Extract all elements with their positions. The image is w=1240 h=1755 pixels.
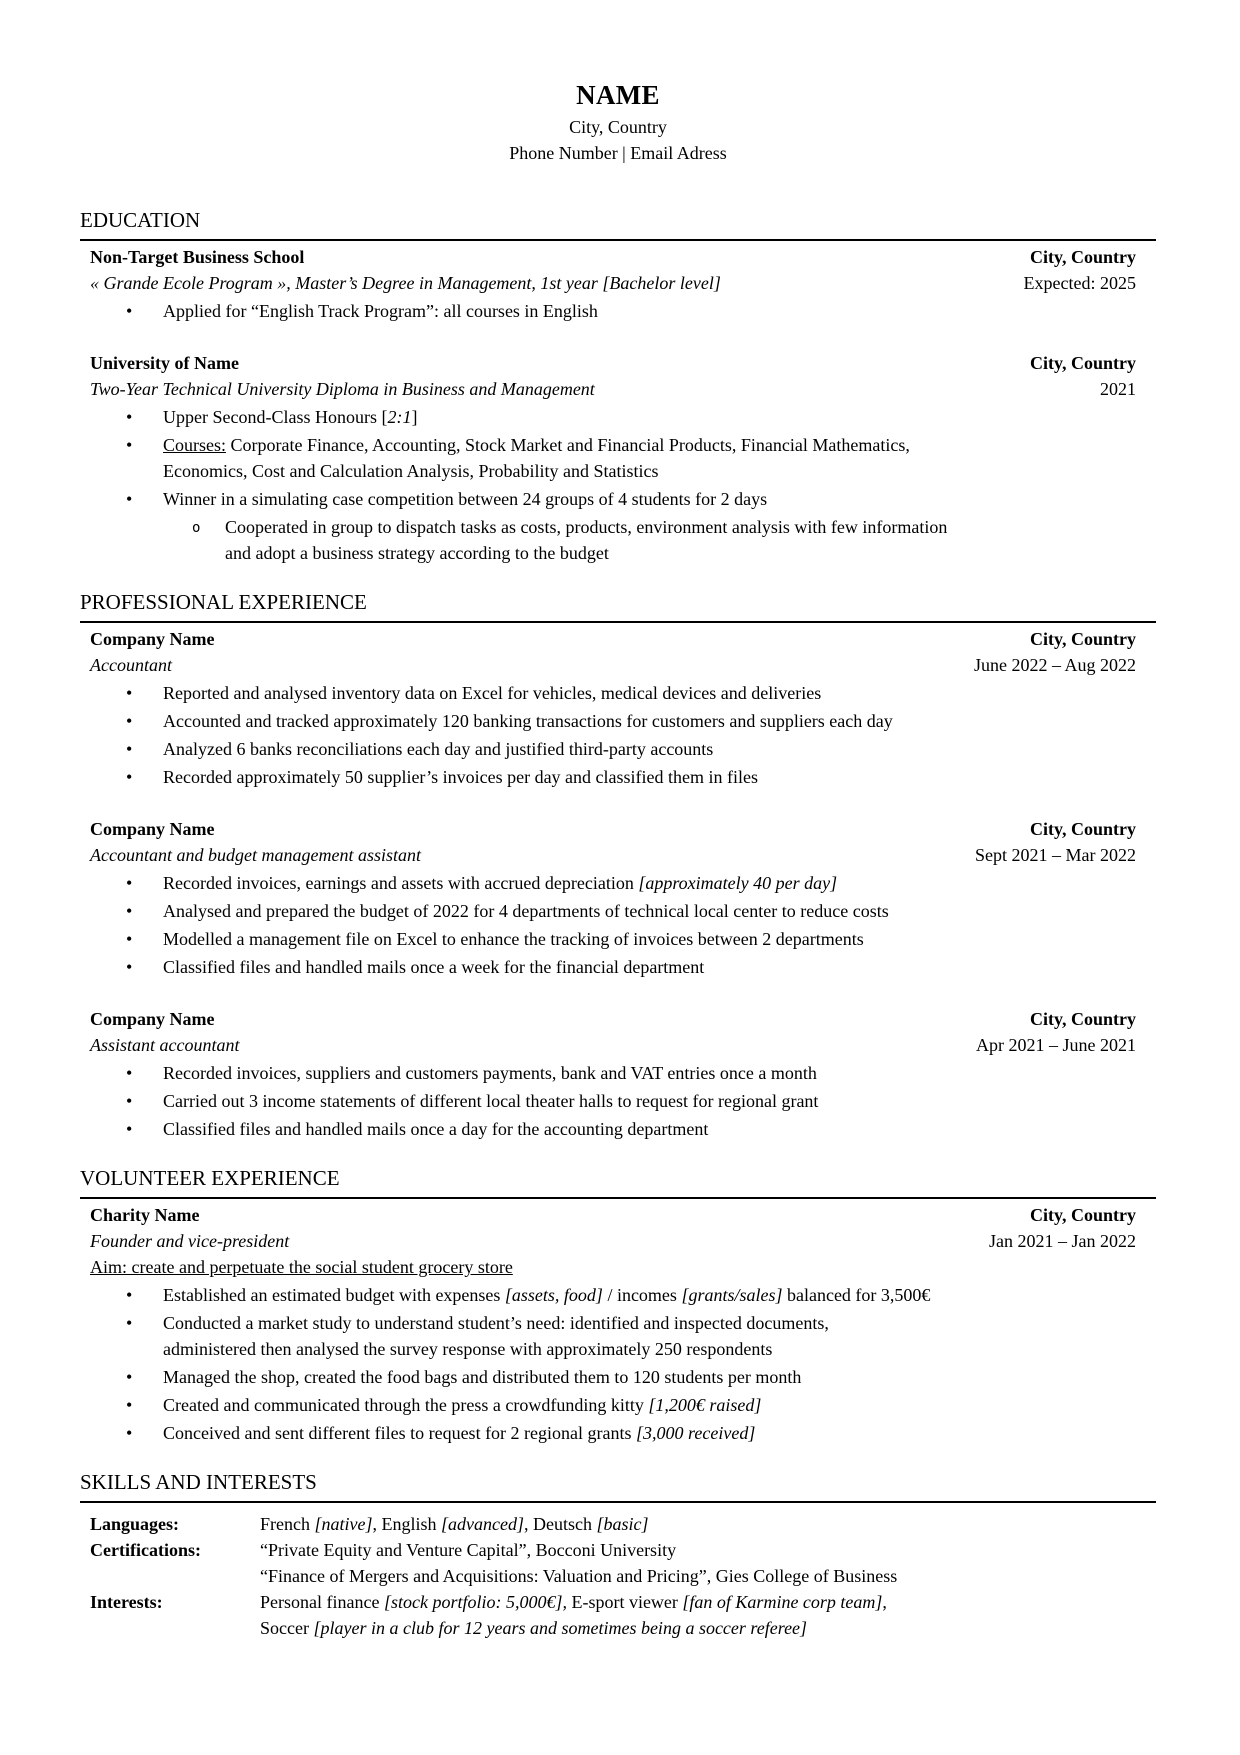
bullet-item: • Carried out 3 income statements of different local theater halls to request for regional grant — [163, 1088, 1136, 1114]
candidate-name: NAME — [576, 80, 660, 110]
school-location: City, Country — [1029, 247, 1136, 267]
skill-label: Interests: — [90, 1592, 163, 1612]
education-body — [80, 244, 1156, 566]
experience-entry-1 — [80, 626, 1156, 790]
bullet-list — [90, 680, 1136, 790]
graduation-date: 2021 — [1100, 379, 1136, 399]
section-volunteer-experience — [80, 1164, 1156, 1446]
sub-bullet-list — [163, 514, 1136, 566]
bullet-item: • Established an estimated budget with expenses [assets, food] / incomes [grants/sales] balanced for 3,500€ — [163, 1282, 1136, 1308]
experience-body — [80, 626, 1156, 1142]
school-name: Non-Target Business School — [90, 247, 305, 267]
skill-value: Personal finance [stock portfolio: 5,000€], E-sport viewer [fan of Karmine corp team], — [260, 1592, 887, 1612]
skill-label: Certifications: — [90, 1540, 201, 1560]
bullet-list — [90, 298, 1136, 324]
skill-row-certifications-2 — [90, 1563, 1136, 1589]
bullet-item: • Conceived and sent different files to request for 2 regional grants [3,000 received] — [163, 1420, 1136, 1446]
entry-title-row — [90, 816, 1136, 842]
bullet-list — [90, 870, 1136, 980]
date-range: Apr 2021 – June 2021 — [976, 1035, 1136, 1055]
bullet-item: • Analyzed 6 banks reconciliations each day and justified third-party accounts — [163, 736, 1136, 762]
bullet-item: • Recorded invoices, earnings and assets with accrued depreciation [approximately 40 per day] — [163, 870, 1136, 896]
bullet-list — [90, 404, 1136, 566]
entry-title-row — [90, 244, 1136, 270]
skills-body — [80, 1511, 1156, 1641]
skill-label: Languages: — [90, 1514, 180, 1534]
job-title: Assistant accountant — [90, 1035, 240, 1055]
skill-value: Soccer [player in a club for 12 years and sometimes being a soccer referee] — [260, 1618, 808, 1638]
volunteer-body — [80, 1202, 1156, 1446]
skill-row-interests-2 — [90, 1615, 1136, 1641]
bullet-item: • Reported and analysed inventory data on Excel for vehicles, medical devices and deliveries — [163, 680, 1136, 706]
entry-subtitle-row — [90, 842, 1136, 868]
job-title: Accountant and budget management assistant — [90, 845, 421, 865]
skills-heading: SKILLS AND INTERESTS — [80, 1468, 1156, 1503]
bullet-item: • Upper Second-Class Honours [2:1] — [163, 404, 1136, 430]
aim-line: Aim: create and perpetuate the social student grocery store — [90, 1257, 513, 1277]
entry-subtitle-row — [90, 652, 1136, 678]
skill-row-languages — [90, 1511, 1136, 1537]
education-entry-2 — [80, 350, 1156, 566]
company-location: City, Country — [1029, 819, 1136, 839]
section-professional-experience — [80, 588, 1156, 1142]
bullet-item: • Conducted a market study to understand student’s need: identified and inspected documents, administered then analysed the survey response with approximately 250 respondents — [163, 1310, 1136, 1362]
skill-label — [90, 1615, 260, 1641]
date-range: June 2022 – Aug 2022 — [974, 655, 1136, 675]
charity-location: City, Country — [1029, 1205, 1136, 1225]
degree-title: « Grande Ecole Program », Master’s Degree in Management, 1st year [Bachelor level] — [90, 273, 721, 293]
bullet-item: • Recorded approximately 50 supplier’s invoices per day and classified them in files — [163, 764, 1136, 790]
skill-value: “Private Equity and Venture Capital”, Bocconi University — [260, 1540, 677, 1560]
bullet-list — [90, 1282, 1136, 1446]
candidate-location: City, Country — [569, 117, 667, 137]
skill-value: “Finance of Mergers and Acquisitions: Valuation and Pricing”, Gies College of Business — [260, 1566, 898, 1586]
entry-subtitle-row — [90, 376, 1136, 402]
bullet-item: • Courses: Corporate Finance, Accounting, Stock Market and Financial Products, Financial Mathematics, Economics, Cost and Calculation Analysis, Probability and Statistics — [163, 432, 1136, 484]
company-name: Company Name — [90, 1009, 215, 1029]
bullet-item: • Classified files and handled mails once a week for the financial department — [163, 954, 1136, 980]
entry-subtitle-row — [90, 1032, 1136, 1058]
bullet-item: • Managed the shop, created the food bags and distributed them to 120 students per month — [163, 1364, 1136, 1390]
entry-subtitle-row — [90, 270, 1136, 296]
school-name: University of Name — [90, 353, 239, 373]
entry-title-row — [90, 350, 1136, 376]
bullet-item: • Applied for “English Track Program”: all courses in English — [163, 298, 1136, 324]
job-title: Accountant — [90, 655, 172, 675]
experience-entry-2 — [80, 816, 1156, 980]
entry-title-row — [90, 1202, 1136, 1228]
bullet-item: • Classified files and handled mails once a day for the accounting department — [163, 1116, 1136, 1142]
entry-title-row — [90, 626, 1136, 652]
education-heading: EDUCATION — [80, 206, 1156, 241]
degree-title: Two-Year Technical University Diploma in Business and Management — [90, 379, 595, 399]
company-location: City, Country — [1029, 1009, 1136, 1029]
education-entry-1 — [80, 244, 1156, 324]
bullet-item: • Modelled a management file on Excel to enhance the tracking of invoices between 2 departments — [163, 926, 1136, 952]
school-location: City, Country — [1029, 353, 1136, 373]
sub-bullet-item: o Cooperated in group to dispatch tasks as costs, products, environment analysis with few information and adopt a business strategy according to the budget — [225, 514, 1136, 566]
bullet-item: • Recorded invoices, suppliers and customers payments, bank and VAT entries once a month — [163, 1060, 1136, 1086]
skill-value: French [native], English [advanced], Deutsch [basic] — [260, 1514, 649, 1534]
company-name: Company Name — [90, 629, 215, 649]
skill-label — [90, 1563, 260, 1589]
experience-entry-3 — [80, 1006, 1156, 1142]
bullet-list — [90, 1060, 1136, 1142]
date-range: Jan 2021 – Jan 2022 — [989, 1231, 1136, 1251]
experience-heading: PROFESSIONAL EXPERIENCE — [80, 588, 1156, 623]
charity-name: Charity Name — [90, 1205, 200, 1225]
bullet-item — [163, 486, 1136, 566]
company-location: City, Country — [1029, 629, 1136, 649]
skill-row-certifications — [90, 1537, 1136, 1563]
bullet-item: • Created and communicated through the press a crowdfunding kitty [1,200€ raised] — [163, 1392, 1136, 1418]
volunteer-heading: VOLUNTEER EXPERIENCE — [80, 1164, 1156, 1199]
entry-subtitle-row — [90, 1228, 1136, 1254]
section-education — [80, 206, 1156, 566]
bullet-item: • Accounted and tracked approximately 120 banking transactions for customers and suppliers each day — [163, 708, 1136, 734]
candidate-contact: Phone Number | Email Adress — [509, 143, 727, 163]
resume-header — [80, 76, 1156, 166]
volunteer-role: Founder and vice-president — [90, 1231, 290, 1251]
volunteer-entry — [80, 1202, 1156, 1446]
section-skills-interests — [80, 1468, 1156, 1641]
company-name: Company Name — [90, 819, 215, 839]
entry-title-row — [90, 1006, 1136, 1032]
bullet-item: • Analysed and prepared the budget of 2022 for 4 departments of technical local center to reduce costs — [163, 898, 1136, 924]
graduation-date: Expected: 2025 — [1023, 273, 1136, 293]
date-range: Sept 2021 – Mar 2022 — [975, 845, 1136, 865]
bullet-text: Winner in a simulating case competition between 24 groups of 4 students for 2 days — [163, 489, 768, 509]
skill-row-interests — [90, 1589, 1136, 1615]
